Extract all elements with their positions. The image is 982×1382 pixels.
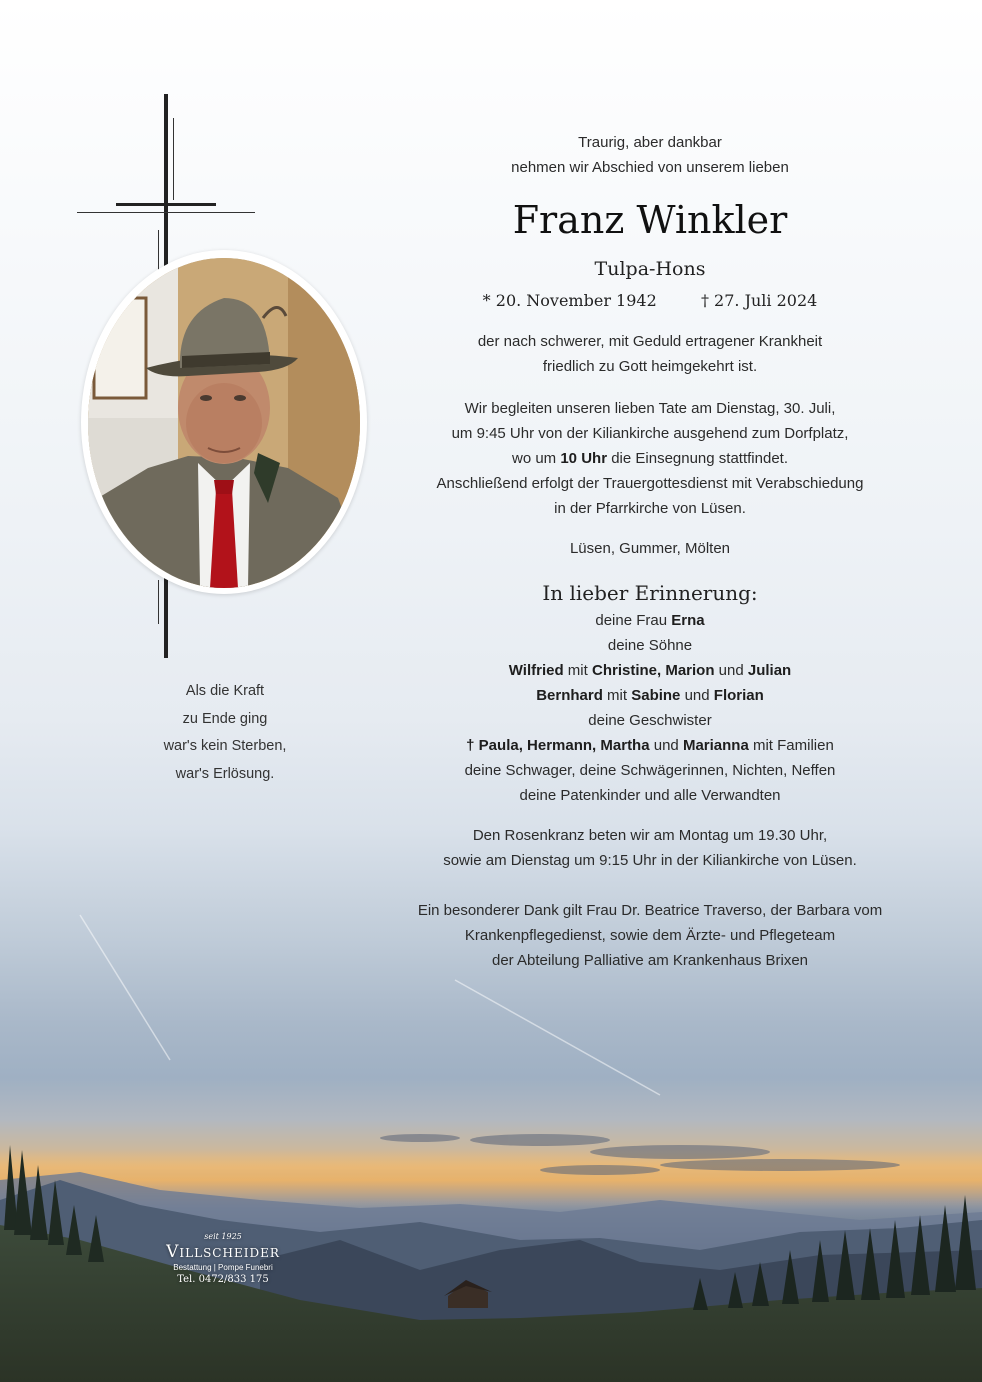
passing-line: friedlich zu Gott heimgekehrt ist. bbox=[542, 358, 758, 375]
logo-since: seit 1925 bbox=[204, 1232, 242, 1241]
mourner-label: deine Geschwister bbox=[588, 712, 712, 729]
funeral-line: um 9:45 Uhr von der Kiliankirche ausgehend zum Dorfplatz, bbox=[451, 425, 849, 442]
funeral-details bbox=[395, 396, 905, 521]
deceased-name: Franz Winkler bbox=[512, 198, 788, 242]
mourner-son: Wilfried mit Christine, Marion und Julian bbox=[508, 662, 792, 679]
thanks-text bbox=[395, 898, 905, 973]
logo-subtitle: Bestattung | Pompe Funebri bbox=[173, 1263, 273, 1272]
poem bbox=[120, 678, 330, 788]
mourners-list bbox=[395, 608, 905, 808]
cross-vertical-line bbox=[158, 230, 159, 270]
thanks-line: Krankenpflegedienst, sowie dem Ärzte- und Pflegeteam bbox=[464, 927, 836, 944]
rosary-line: sowie am Dienstag um 9:15 Uhr in der Kiliankirche von Lüsen. bbox=[443, 852, 857, 869]
poem-line: war's Erlösung. bbox=[175, 765, 275, 782]
places: Lüsen, Gummer, Mölten bbox=[569, 540, 731, 557]
poem-line: zu Ende ging bbox=[182, 710, 268, 727]
rosary-line: Den Rosenkranz beten wir am Montag um 19.30 Uhr, bbox=[472, 827, 828, 844]
birth-date: * 20. November 1942 bbox=[482, 291, 657, 310]
mourner-son: Bernhard mit Sabine und Florian bbox=[536, 687, 764, 704]
portrait-illustration bbox=[88, 258, 360, 588]
mourner-siblings: † Paula, Hermann, Martha und Marianna mit Familien bbox=[466, 737, 834, 754]
thanks-line: Ein besonderer Dank gilt Frau Dr. Beatrice Traverso, der Barbara vom bbox=[417, 902, 883, 919]
funeral-line: Wir begleiten unseren lieben Tate am Dienstag, 30. Juli, bbox=[464, 400, 836, 417]
cross-horizontal-bar bbox=[116, 203, 216, 206]
funeral-line: wo um 10 Uhr die Einsegnung stattfindet. bbox=[511, 450, 788, 467]
mourner-inlaws: deine Schwager, deine Schwägerinnen, Nichten, Neffen bbox=[464, 762, 836, 779]
logo-brand: Villscheider bbox=[166, 1242, 280, 1262]
thanks-line: der Abteilung Palliative am Krankenhaus Brixen bbox=[491, 952, 809, 969]
mourner-label: deine Söhne bbox=[607, 637, 693, 654]
poem-line: Als die Kraft bbox=[185, 683, 265, 699]
deceased-nickname: Tulpa-Hons bbox=[594, 258, 706, 280]
memory-heading: In lieber Erinnerung: bbox=[542, 581, 758, 605]
rosary-text bbox=[395, 823, 905, 873]
intro-line: Traurig, aber dankbar bbox=[578, 134, 722, 151]
intro bbox=[395, 130, 905, 180]
life-dates bbox=[395, 290, 905, 312]
funeral-line: Anschließend erfolgt der Trauergottesdienst mit Verabschiedung bbox=[436, 475, 864, 492]
passing-line: der nach schwerer, mit Geduld ertragener Krankheit bbox=[477, 333, 823, 350]
funeral-home-logo bbox=[148, 1232, 298, 1287]
intro-line: nehmen wir Abschied von unserem lieben bbox=[511, 159, 789, 176]
passing-text bbox=[395, 329, 905, 379]
funeral-line: in der Pfarrkirche von Lüsen. bbox=[554, 500, 746, 517]
logo-phone: Tel. 0472/833 175 bbox=[177, 1274, 269, 1285]
death-date: † 27. Juli 2024 bbox=[700, 291, 818, 310]
cross-vertical-line bbox=[173, 118, 174, 200]
poem-line: war's kein Sterben, bbox=[163, 738, 287, 754]
mourner-wife: deine Frau Erna bbox=[595, 612, 705, 629]
mourner-godchildren: deine Patenkinder und alle Verwandten bbox=[519, 787, 781, 804]
cross-horizontal-line bbox=[77, 212, 255, 213]
portrait-photo bbox=[88, 258, 360, 588]
cross-vertical-line bbox=[158, 580, 159, 624]
